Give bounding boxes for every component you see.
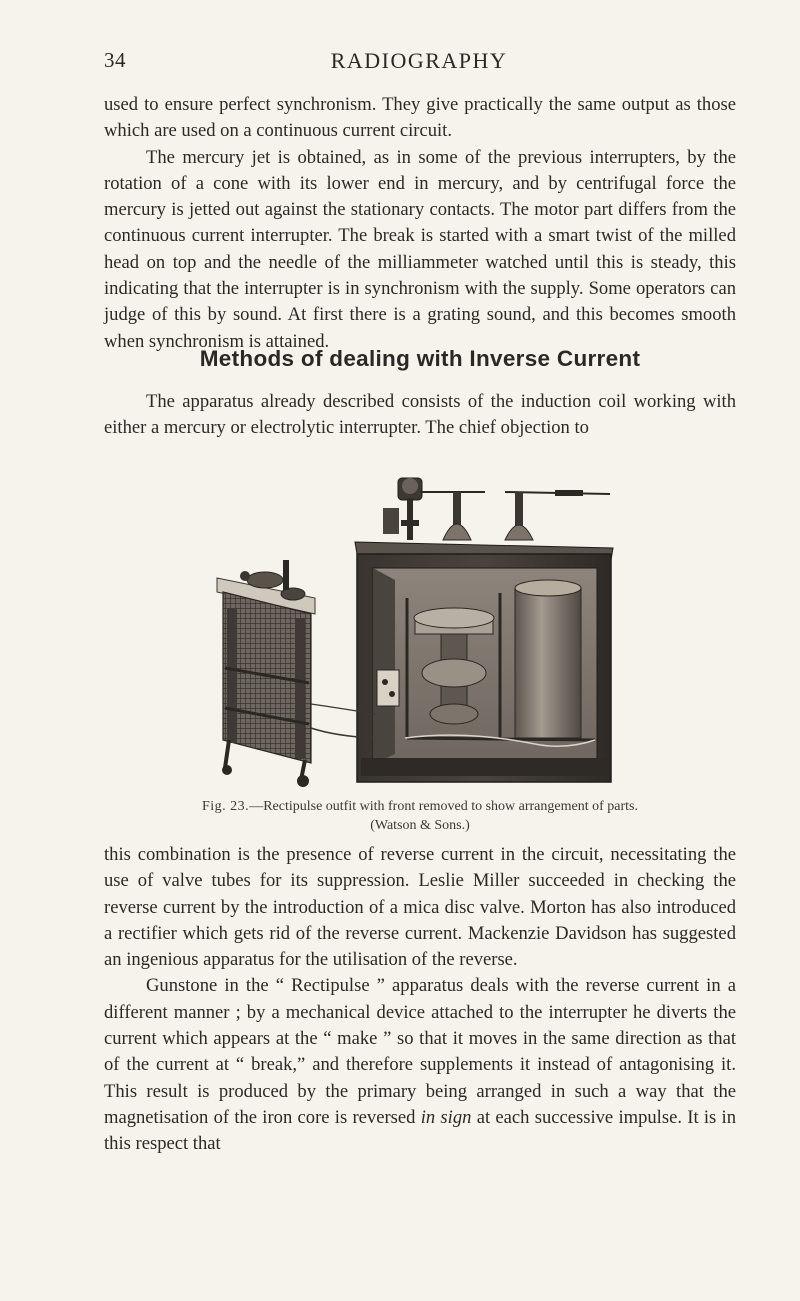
rectipulse-outfit-image <box>215 468 615 790</box>
rectipulse-text-end: at each successive impulse. It is in this respect that <box>104 1106 737 1155</box>
page-number: 34 <box>104 48 126 72</box>
figure-rectipulse-illustration <box>215 468 615 790</box>
caption-line-1 <box>104 797 736 816</box>
paragraph-continuation: used to ensure perfect synchronism. They give practically the same output as those which are used on a continuous current circuit. <box>104 94 736 142</box>
paragraph-reverse-current: this combination is the presence of reverse current in the circuit, necessitating the use of valve tubes for its suppression. Leslie Miller succeeded in checking the reverse current by the introduction of a mica disc valve. Morton has also introduced a rectifier which gets rid of the reverse current. Mackenzie Davidson has suggested an ingenious apparatus for the utilisation of the reverse. <box>104 844 736 971</box>
figure-label: Fig. 23. <box>202 799 250 814</box>
cabinet <box>355 542 613 782</box>
caption-text: —Rectipulse outfit with front removed to show arrangement of parts. <box>249 799 638 814</box>
post-figure-text <box>104 842 736 1158</box>
caption-credit: (Watson & Sons.) <box>370 818 470 833</box>
paragraph-mercury-jet: The mercury jet is obtained, as in some of the previous interrupters, by the rotation of a cone with its lower end in mercury, and by centrifugal force the mercury is jetted out against the stationary contacts. The motor part differs from the continuous current interrupter. The break is started with a smart twist of the milled head on top and the needle of the milliammeter watched until this is steady, this indicating that the interrupter is in synchronism with the supply. Some operators can judge of this by sound. At first there is a grating sound, and this becomes smooth when synchronism is attained. <box>104 146 736 352</box>
paragraph-apparatus: The apparatus already described consists of the induction coil working with either a mercury or electrolytic interrupter. The chief objection to <box>104 391 736 439</box>
paragraph-rectipulse <box>104 973 736 1157</box>
running-head <box>104 48 734 78</box>
section-heading: Methods of dealing with Inverse Current <box>199 346 641 371</box>
opening-text <box>104 92 736 355</box>
running-title: RADIOGRAPHY <box>330 48 508 73</box>
pre-figure-text <box>104 389 736 442</box>
italic-phrase: in sign <box>420 1106 472 1128</box>
resistance-stand <box>217 560 315 787</box>
rectipulse-text-start: Gunstone in the “ Rectipulse ” apparatus deals with the reverse current in a different manner ; by a mechanical device attached to the interrupter he diverts the current which appears at the “ make ” so that it moves in the same direction as that of the current at “ break,” and therefore supplements it instead of antagonising it. This result is produced by the primary being arranged in such a way that the magnetisation of the iron core is reversed <box>104 975 736 1128</box>
figure-caption <box>104 797 736 835</box>
top-terminals <box>383 478 610 540</box>
